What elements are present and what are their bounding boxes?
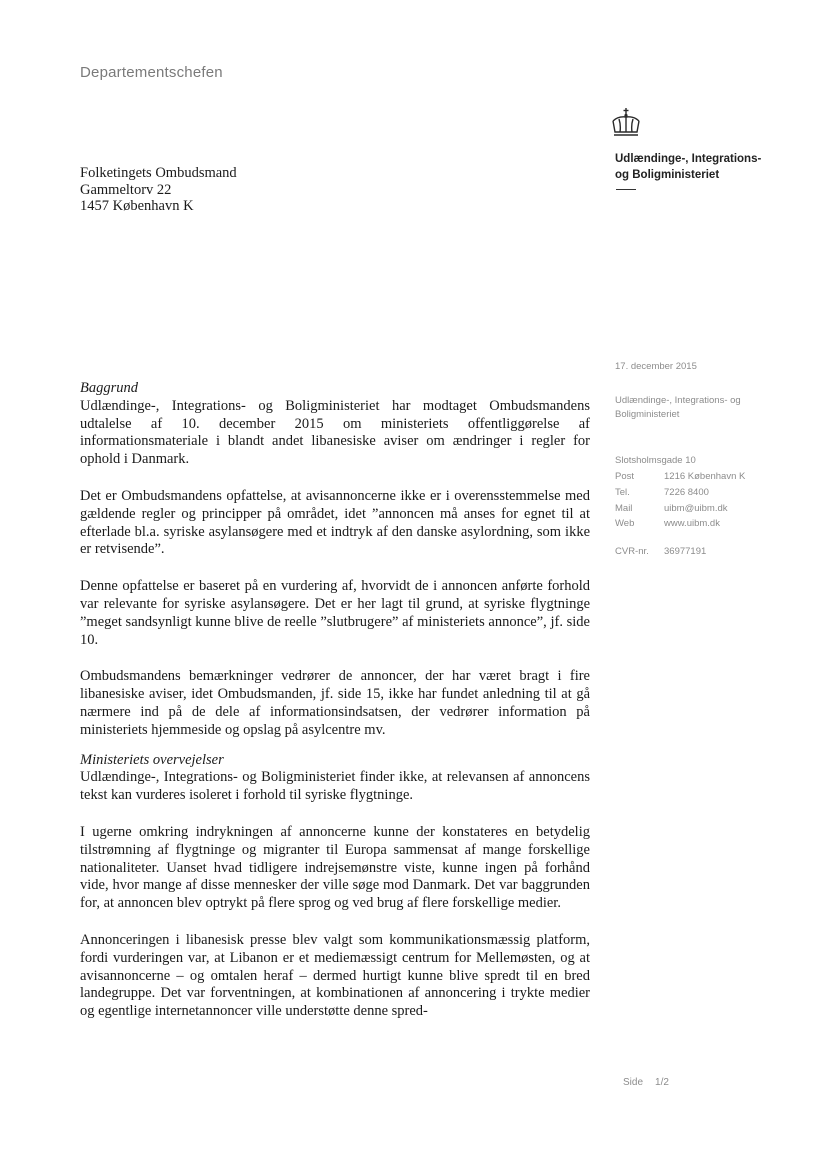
page-count: 1/2: [655, 1077, 669, 1088]
contact-value: 7226 8400: [664, 487, 709, 498]
letter-body: [80, 380, 590, 1040]
contact-label: Tel.: [615, 487, 630, 498]
sender-org-line2: Boligministeriet: [615, 409, 680, 420]
contact-value: 1216 København K: [664, 471, 746, 482]
letter-date: 17. december 2015: [615, 361, 697, 372]
sender-address: Slotsholmsgade 10: [615, 455, 696, 466]
sender-org-line1: Udlændinge-, Integrations- og: [615, 395, 741, 406]
cvr-value: 36977191: [664, 546, 707, 557]
contact-value: www.uibm.dk: [664, 518, 720, 529]
contact-label: Mail: [615, 503, 633, 514]
body-paragraph: Ombudsmandens bemærkninger vedrører de annoncer, der har været bragt i fire libanesiske aviser, idet Ombudsmanden, jf. side 15, ikke har fundet anledning til at gå nærmere ind på de dele af informationsindsatsen, der vedrører information på ministeriets hjemmeside og opslag på asylcentre mv.: [80, 668, 590, 738]
body-paragraph: I ugerne omkring indrykningen af annoncerne kunne der konstateres en betydelig tilstrømning af flygtninge og migranter til Europa sammensat af mange forskellige nationaliteter. Uanset hvad tidligere indrejsemønstre viste, kunne ingen på forhånd vide, hvor mange af disse mennesker der ville søge mod Danmark. Det var baggrunden for, at annoncen blev optrykt på flere sprog og ved brug af flere forskellige medier.: [80, 823, 590, 912]
body-paragraph: Udlændinge-, Integrations- og Boligministeriet har modtaget Ombudsmandens udtalelse af 10. december 2015 om ministeriets offentliggørelse af informationsmateriale i blandt andet libanesiske aviser om ændringer i regler for ophold i Danmark.: [80, 397, 590, 468]
section-heading-considerations: Ministeriets overvejelser: [80, 751, 224, 768]
contact-label: Post: [615, 471, 635, 482]
cvr-label: CVR-nr.: [615, 546, 649, 557]
crown-icon: [609, 107, 643, 137]
body-paragraph: Udlændinge-, Integrations- og Boligministeriet finder ikke, at relevansen af annoncens tekst kan vurderes isoleret i forhold til syriske flygtninge.: [80, 769, 590, 804]
recipient-name: Folketingets Ombudsmand: [80, 165, 237, 181]
sender-org: [615, 394, 741, 422]
recipient-address: [80, 165, 237, 215]
contact-value: uibm@uibm.dk: [664, 503, 728, 514]
page-label: Side: [623, 1077, 644, 1088]
recipient-city: 1457 København K: [80, 198, 194, 214]
ministry-name: [615, 151, 761, 183]
ministry-name-line1: Udlændinge-, Integrations-: [615, 153, 762, 165]
contact-label: Web: [615, 518, 635, 529]
ministry-divider: [616, 189, 636, 190]
body-paragraph: Denne opfattelse er baseret på en vurdering af, hvorvidt de i annoncen anførte forhold var relevante for syriske asylansøgere. Det er her lagt til grund, at syriske flygtninge ”meget sandsynligt kunne blive de reelle ”slutbrugere” af ministeriets annonce”, jf. side 10.: [80, 578, 590, 648]
page-number: [623, 1077, 669, 1088]
body-paragraph: Det er Ombudsmandens opfattelse, at avisannoncerne ikke er i overensstemmelse med gældende regler og principper på området, idet ”annoncen må anses for egnet til at efterlade bl.a. syriske asylansøgere med et indtryk af den danske asylordning, som ikke er retvisende”.: [80, 487, 590, 558]
department-header: Departementschefen: [80, 64, 223, 81]
ministry-name-line2: og Boligministeriet: [615, 169, 720, 181]
section-heading-background: Baggrund: [80, 380, 138, 396]
body-paragraph: Annonceringen i libanesisk presse blev valgt som kommunikationsmæssig platform, fordi vurderingen var, at Libanon er et mediemæssigt centrum for Mellemøsten, og at avisannoncerne – og omtalen heraf – dermed hurtigt kunne blive spredt til en bred landegruppe. Det var forventningen, at kombinationen af annoncering i trykte medier og egentlige internetannoncer ville understøtte denne spred-: [80, 931, 590, 1020]
recipient-street: Gammeltorv 22: [80, 181, 172, 198]
